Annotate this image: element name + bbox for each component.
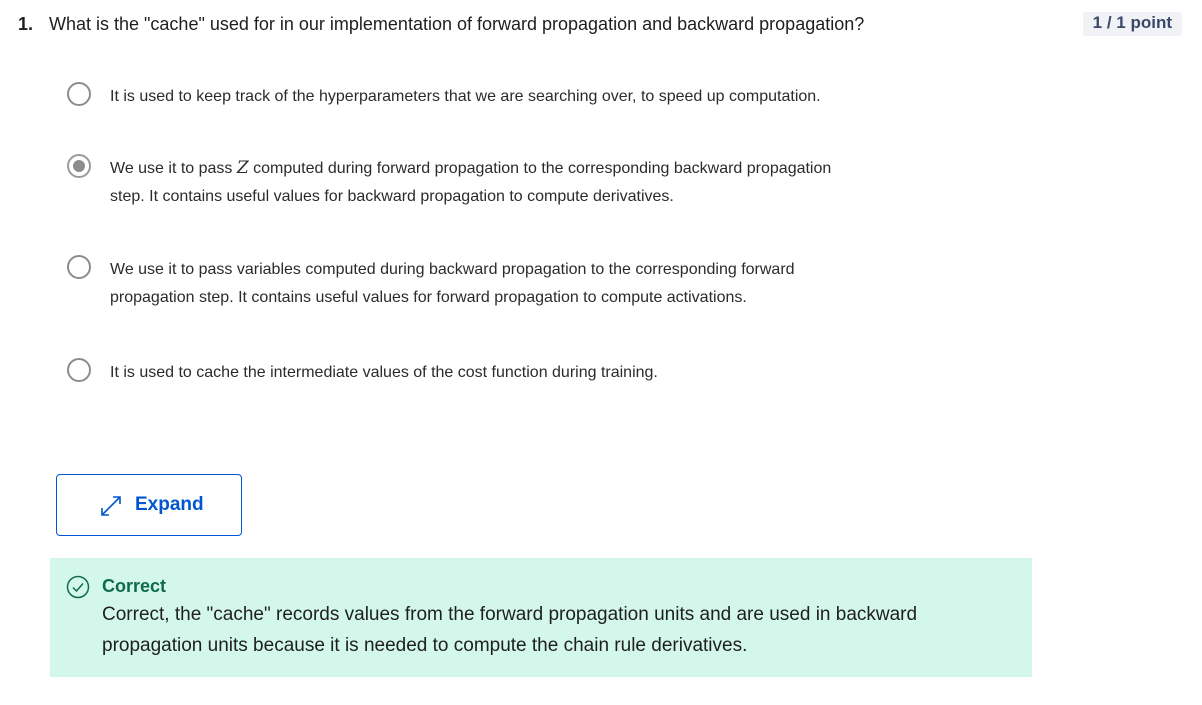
option-text-after: computed during forward propagation to the corresponding backward propagation step. It contains useful values for backward propagation to compute derivatives. — [110, 160, 832, 205]
points-badge: 1 / 1 point — [1083, 12, 1182, 36]
option-text — [110, 155, 850, 210]
expand-button[interactable] — [56, 474, 242, 536]
expand-arrows-icon — [99, 494, 123, 518]
question-text: What is the "cache" used for in our implementation of forward propagation and backward propagation? — [49, 14, 865, 34]
option-text: It is used to cache the intermediate values of the cost function during training. — [110, 364, 658, 381]
radio-button-selected[interactable] — [67, 154, 91, 178]
feedback-title: Correct — [102, 576, 167, 596]
expand-label: Expand — [135, 494, 204, 515]
feedback-text: Correct, the "cache" records values from the forward propagation units and are used in backward propagation units because it is needed to compute the chain rule derivatives. — [102, 604, 918, 656]
question-number: 1. — [18, 14, 34, 34]
question-header — [18, 12, 1188, 40]
option-text-before: We use it to pass — [110, 160, 237, 177]
feedback-panel — [50, 558, 1032, 677]
radio-button[interactable] — [67, 82, 91, 106]
option-text: We use it to pass variables computed during backward propagation to the corresponding forward propagation step. It contains useful values for forward propagation to compute activations. — [110, 261, 795, 306]
option-text: It is used to keep track of the hyperparameters that we are searching over, to speed up computation. — [110, 88, 821, 105]
radio-button[interactable] — [67, 358, 91, 382]
check-circle-icon — [66, 575, 90, 599]
math-variable: Z — [236, 158, 249, 178]
radio-button[interactable] — [67, 255, 91, 279]
